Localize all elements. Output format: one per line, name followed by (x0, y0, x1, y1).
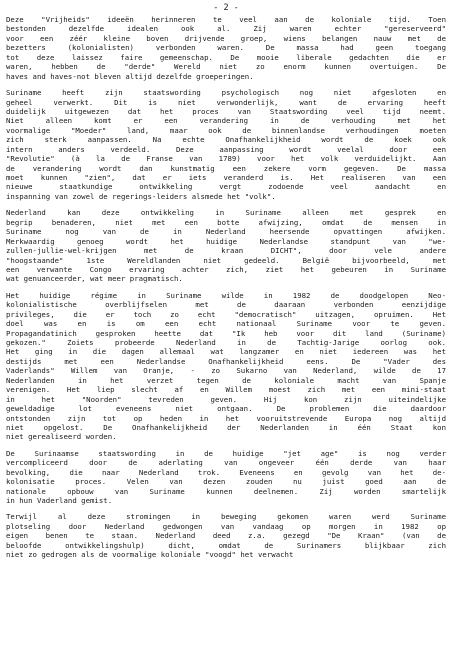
text-line: privileges, die er toch zo echt "democratisch" uitzagen, opruimen. Het (6, 309, 446, 319)
text-line: geheel verwerkt. Dit is niet verwonderlijk, want de ervaring heeft (6, 97, 446, 107)
paragraph (6, 208, 446, 284)
document-body (6, 15, 446, 560)
text-line: bevolking, die naar Nederland trok. Eveneens en gevolg van het de- (6, 467, 446, 477)
text-line: vercompliceerd door de aderlating van ongeveer één derde van haar (6, 458, 446, 468)
text-line: niet gerealiseerd worden. (6, 432, 117, 442)
text-line: voormalige "Moeder" land, maar ook de binnenlandse verhoudingen moeten (6, 125, 446, 135)
text-line: De Surinaamse staatswording in de huidige "jet age" is nog verder (6, 448, 446, 458)
text-line: destijds met een Nederlandse Onafhankelijkheid eens. De "Vader des (6, 356, 446, 366)
text-line: geweldadige lot eveneens niet ontgaan. De problemen die daardoor (6, 404, 446, 414)
text-line: in hun Vaderland gemist. (6, 496, 113, 505)
text-line: Propagandatinich gesproken heette dat "Ik heb voor dit land (Suriname) (6, 328, 446, 338)
text-line: kolonialistische overblijfselen met de daaraan verbonden eenzijdige (6, 300, 446, 310)
text-line: nationale opbouw van Suriname kunnen deelnemen. Zij worden smartelijk (6, 486, 446, 496)
text-line: inspanning van zowel de regerings-leiders alsmede het "volk". (6, 191, 276, 201)
text-line: wat genuanceerder, wat meer pragmatisch. (6, 274, 183, 284)
text-line: Merkwaardig genoeg wordt het huidige Nederlandse standpunt van "we- (6, 236, 446, 246)
text-line: Het huidige régime in Suriname wilde in 1982 de doodgelopen Neo- (6, 290, 446, 300)
text-line: niet zo gedrogen als de voormalige koloniale "voogd" het verwacht (6, 550, 294, 560)
text-line: doel was en is om een echt nationaal Suriname voor te geven. (6, 319, 446, 329)
text-line: intern anders verdeeld. Deze aanpassing wordt veelal door een (6, 144, 446, 154)
text-line: in het "Noorden" tevreden geven. Hij kon zijn uiteindelijke (6, 394, 446, 404)
text-line: kolonisatie proces. Velen van dezen zouden nu juist goed aan de (6, 477, 446, 487)
text-line: begrip benaderen, niet met een botte afwijzing, omdat de mensen in (6, 217, 446, 227)
text-line: Suriname nog van de in Nederland heersende opvattingen afwijken. (6, 227, 446, 237)
text-line: Het ging in die dagen allemaal wat langzamer en niet iedereen was het (6, 347, 446, 357)
text-line: Terwijl al deze stromingen in beweging gekomen waren werd Suriname (6, 512, 446, 522)
text-line: Niet alleen komt er een verandering in de verhouding met het (6, 116, 446, 126)
paragraph (6, 88, 446, 201)
text-line: haves and haves-not bleven altijd dezelfde groeperingen. (6, 71, 254, 81)
text-line: bezetters (kolonialisten) verbonden waren. De massa had geen toegang (6, 43, 446, 53)
paragraph (6, 15, 446, 81)
text-line: Vaderlands" Willem van Oranje, - zo Sukarno van Nederland, wilde de 17 (6, 366, 446, 376)
text-line: Nederlanden in het verzet tegen de koloniale macht van Spanje (6, 375, 446, 385)
text-line: tot deze laissez faire gemeenschap. De mooie liberale gedachten die er (6, 52, 446, 62)
paragraph (6, 512, 446, 559)
text-line: beloofde ontwikkelingshulp) dicht, omdat de Surinamers blijkbaar zich (6, 540, 446, 550)
text-line: "Revolutie" (à la de Franse van 1789) voor het volk verduidelijkt. Aan (6, 154, 446, 164)
text-line: nieuwe staatkundige ontwikkeling vergt zodoende veel aandacht en (6, 182, 446, 192)
text-line: eigen benen te staan. Nederland deed z.a. gezegd "De Kraan" (van de (6, 531, 446, 541)
text-line: een verwante Congo ervaring achter zich, ziet het gebeuren in Suriname (6, 264, 446, 274)
text-line: de verandering wordt dan kunstmatig een zekere vorm gegeven. De massa (6, 163, 446, 173)
paragraph (6, 449, 446, 506)
text-line: verenigen. Het liep slecht af en Willem moest zich met een mini-staat (6, 385, 446, 395)
paragraph (6, 291, 446, 442)
text-line: bestonden dezelfde idealen ook al. Zij waren echter "gereserveerd" (6, 24, 446, 34)
text-line: moet kunnen "zien", dat er iets veranderd is. Het realiseren van een (6, 173, 446, 182)
text-line: zich sterk aanpassen. Na echte Onafhankelijkheid wordt de koek ook (6, 135, 446, 145)
text-line: gekozen." Zoiets probeerde Nederland in de Tachtig-Jarige oorlog ook. (6, 338, 446, 347)
page-number: - 2 - (213, 3, 239, 13)
text-line: waren, hebben de "derde" Wereld niet zo enorm kunnen overtuigen. De (6, 62, 446, 72)
text-line: plotseling door Nederland gedwongen van vandaag op morgen in 1982 op (6, 521, 446, 531)
text-line: "hoogstaande" 1ste Wereldlanden niet gedeeld. België bijvoorbeeld, met (6, 255, 446, 265)
text-line: Nederland kan deze ontwikkeling in Suriname alleen met gesprek en (6, 208, 446, 218)
text-line: duidelijk uitgewezen dat het proces van Staatswording veel tijd neemt. (6, 106, 446, 116)
text-line: niet opgelost. De Onafhankelijkheid der Nederlanden in één Staat kon (6, 422, 446, 432)
text-line: Deze "Vrijheids" ideeën herinneren te veel aan de koloniale tijd. Toen (6, 15, 446, 24)
text-line: ontstonden zijn tot op heden in het vooruitstrevende Europa nog altijd (6, 413, 446, 423)
text-line: zullen-jullie-wel-krijgen met de kraan DICHT", door vele andere (6, 246, 446, 256)
text-line: voor een zéér kleine boven drijvende groep, wiens belangen nauw met de (6, 33, 446, 43)
text-line: Suriname heeft zijn staatswording psychologisch nog niet afgesloten en (6, 88, 446, 98)
